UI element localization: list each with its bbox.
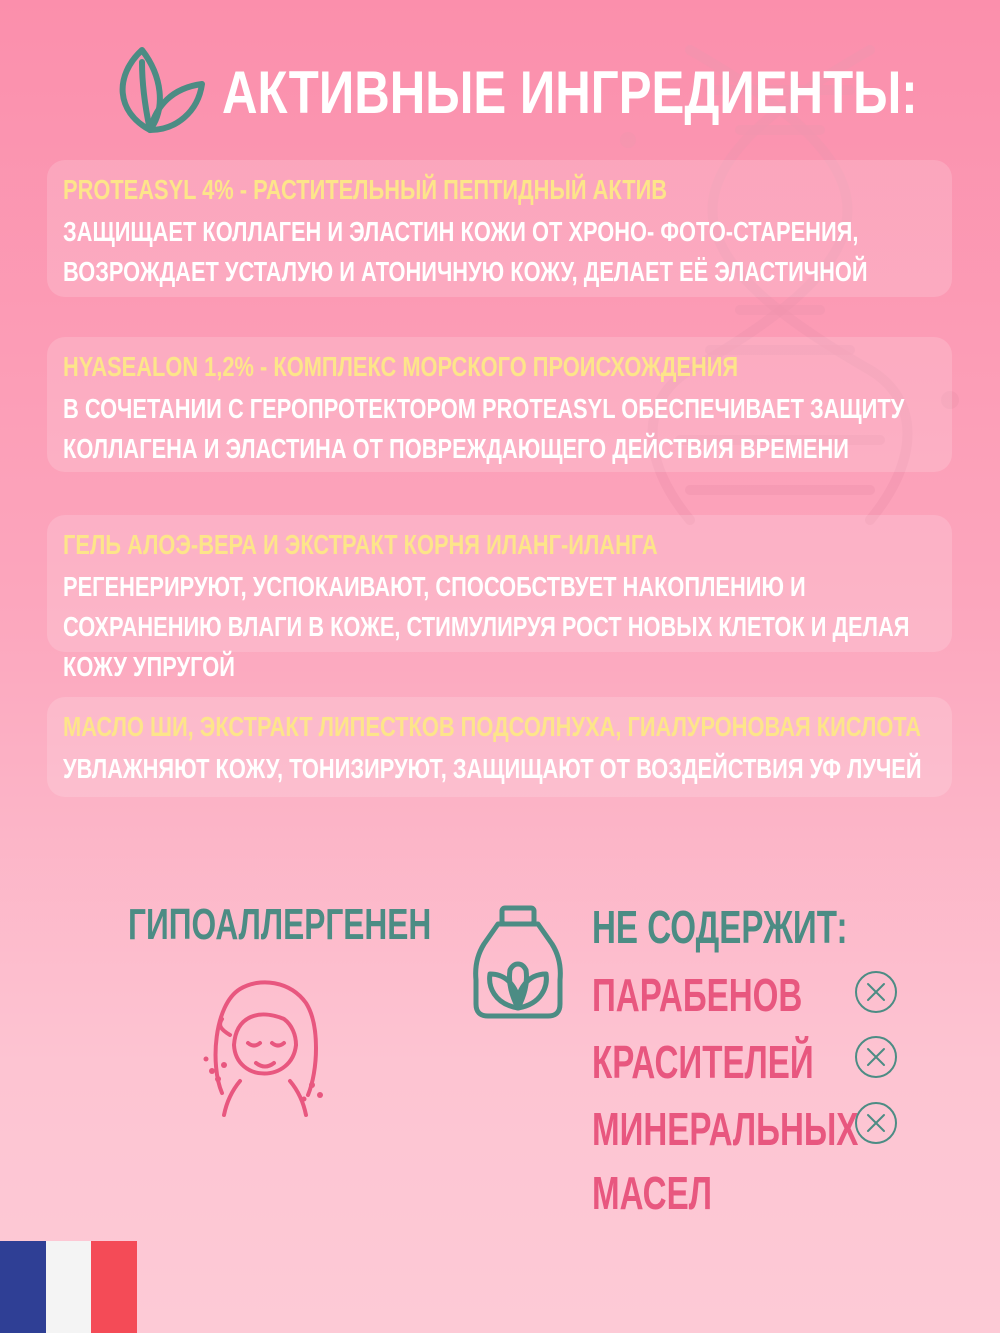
ingredient-description: ЗАЩИЩАЕТ КОЛЛАГЕН И ЭЛАСТИН КОЖИ ОТ ХРОНО- ФОТО-СТАРЕНИЯ, ВОЗРОЖДАЕТ УСТАЛУЮ И АТОНИЧНУЮ КОЖУ, ДЕЛАЕТ ЕЁ ЭЛАСТИЧНОЙ <box>63 216 868 287</box>
jar-icon <box>468 904 568 1020</box>
flag-blue-stripe <box>0 1241 46 1333</box>
france-flag-icon <box>0 1241 137 1333</box>
ingredient-card <box>47 337 952 472</box>
flag-white-stripe <box>46 1241 92 1333</box>
cross-circle-icon <box>854 1101 898 1145</box>
ingredient-card <box>47 515 952 682</box>
cross-circle-icon <box>854 1035 898 1079</box>
cross-circle-icon <box>854 970 898 1014</box>
page-title: АКТИВНЫЕ ИНГРЕДИЕНТЫ: <box>222 59 918 126</box>
ingredient-description: В СОЧЕТАНИИ С ГЕРОПРОТЕКТОРОМ PROTEASYL ОБЕСПЕЧИВАЕТ ЗАЩИТУ КОЛЛАГЕНА И ЭЛАСТИНА ОТ ПОВРЕЖДАЮЩЕГО ДЕЙСТВИЯ ВРЕМЕНИ <box>63 393 905 464</box>
header <box>110 40 970 150</box>
not-contains-item: МИНЕРАЛЬНЫХ МАСЕЛ <box>592 1103 859 1219</box>
ingredient-name: HYASEALON 1,2% - КОМПЛЕКС МОРСКОГО ПРОИСХОЖДЕНИЯ <box>63 351 739 382</box>
ingredient-name: PROTEASYL 4% - РАСТИТЕЛЬНЫЙ ПЕПТИДНЫЙ АКТИВ <box>63 174 668 205</box>
face-icon <box>200 975 330 1120</box>
ingredient-name: ГЕЛЬ АЛОЭ-ВЕРА И ЭКСТРАКТ КОРНЯ ИЛАНГ-ИЛАНГА <box>63 529 658 560</box>
ingredient-description: РЕГЕНЕРИРУЮТ, УСПОКАИВАЮТ, СПОСОБСТВУЕТ НАКОПЛЕНИЮ И СОХРАНЕНИЮ ВЛАГИ В КОЖЕ, СТИМУЛИРУЯ РОСТ НОВЫХ КЛЕТОК И ДЕЛАЯ КОЖУ УПРУГОЙ <box>63 571 910 682</box>
ingredient-card <box>47 160 952 297</box>
leaf-icon <box>110 42 206 138</box>
flag-red-stripe <box>91 1241 137 1333</box>
ingredient-description: УВЛАЖНЯЮТ КОЖУ, ТОНИЗИРУЮТ, ЗАЩИЩАЮТ ОТ ВОЗДЕЙСТВИЯ УФ ЛУЧЕЙ <box>63 753 922 784</box>
not-contains-item: КРАСИТЕЛЕЙ <box>592 1036 814 1088</box>
hypoallergenic-label: ГИПОАЛЛЕРГЕНЕН <box>128 900 432 949</box>
ingredient-card <box>47 697 952 797</box>
not-contains-item: ПАРАБЕНОВ <box>592 969 803 1021</box>
not-contains-title: НЕ СОДЕРЖИТ: <box>592 901 848 953</box>
ingredient-name: МАСЛО ШИ, ЭКСТРАКТ ЛИПЕСТКОВ ПОДСОЛНУХА, ГИАЛУРОНОВАЯ КИСЛОТА <box>63 711 922 742</box>
